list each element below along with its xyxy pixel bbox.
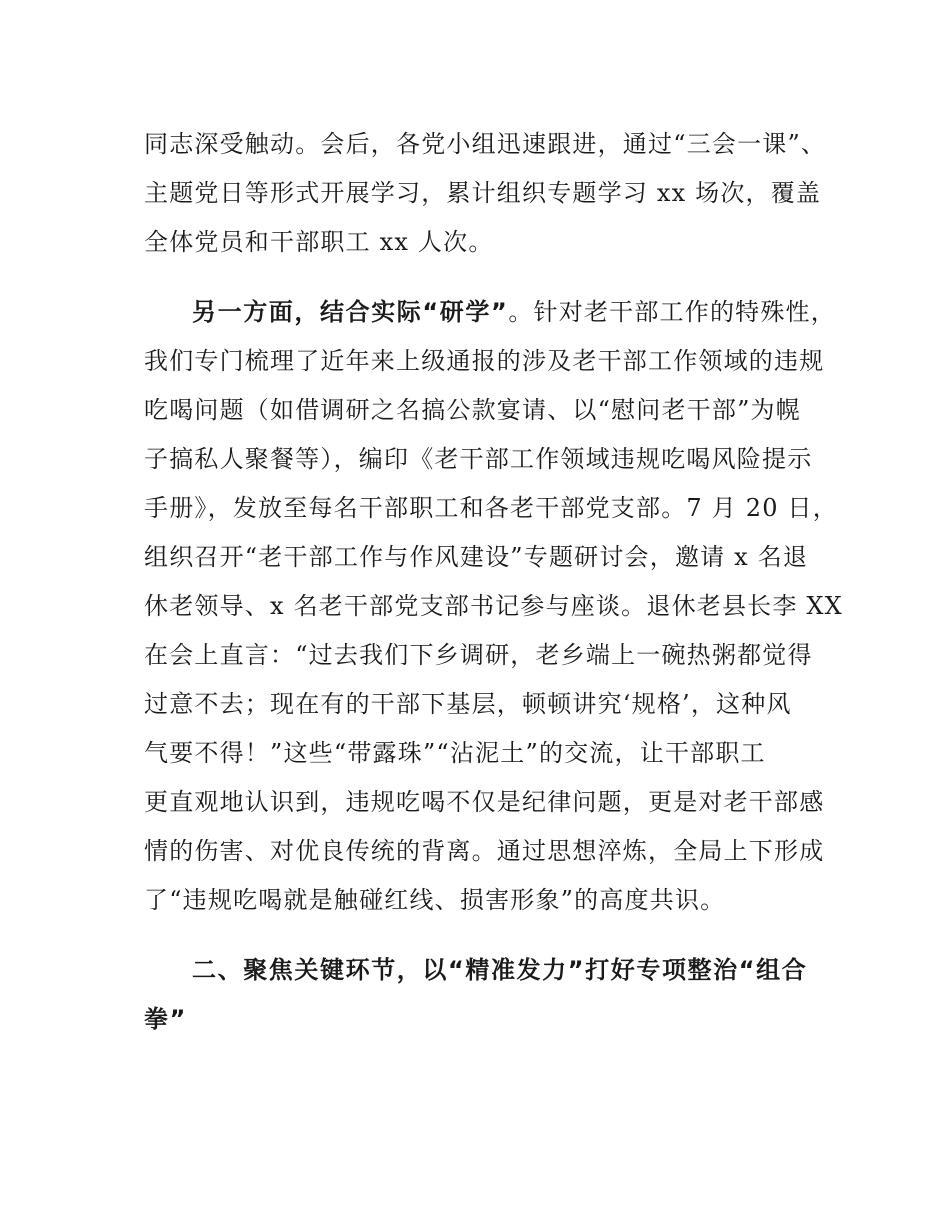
paragraph-2-line-9: 过意不去；现在有的干部下基层，顿顿讲究‘规格’，这种风	[144, 690, 792, 718]
paragraph-2-lead-heading: 另一方面，结合实际“研学”	[192, 298, 509, 326]
paragraph-2-line-6: 组织召开“老干部工作与作风建设”专题研讨会，邀请 x 名退	[144, 543, 809, 571]
paragraph-2-line-11: 更直观地认识到，违规吃喝不仅是纪律问题，更是对老干部感	[144, 788, 825, 816]
paragraph-2-line-8: 在会上直言：“过去我们下乡调研，老乡端上一碗热粥都觉得	[144, 641, 813, 669]
paragraph-2-line-3: 吃喝问题（如借调研之名搞公款宴请、以“慰问老干部”为幌	[144, 396, 801, 424]
paragraph-1-line-2: 主题党日等形式开展学习，累计组织专题学习 xx 场次，覆盖	[144, 179, 822, 207]
paragraph-2-line-13: 了“违规吃喝就是触碰红线、损害形象”的高度共识。	[144, 886, 726, 914]
paragraph-2-lead-text: 。针对老干部工作的特殊性，	[508, 298, 836, 326]
paragraph-1-line-3: 全体党员和干部职工 xx 人次。	[144, 228, 494, 256]
paragraph-2-line-4: 子搞私人聚餐等），编印《老干部工作领域违规吃喝风险提示	[144, 445, 813, 473]
paragraph-2-line-1	[192, 296, 836, 328]
section-heading-line-1: 二、聚焦关键环节，以“精准发力”打好专项整治“组合	[192, 956, 808, 984]
paragraph-2-line-10: 气要不得！”这些“带露珠”“沾泥土”的交流，让干部职工	[144, 739, 766, 767]
paragraph-2-line-7: 休老领导、x 名老干部党支部书记参与座谈。退休老县长李 XX	[144, 592, 843, 620]
paragraph-1-line-1: 同志深受触动。会后，各党小组迅速跟进，通过“三会一课”、	[144, 130, 827, 158]
paragraph-2-line-5: 手册》，发放至每名干部职工和各老干部党支部。7 月 20 日，	[144, 494, 838, 522]
section-heading-line-2: 拳”	[144, 1005, 187, 1033]
paragraph-2-line-12: 情的伤害、对优良传统的背离。通过思想淬炼，全局上下形成	[144, 837, 825, 865]
paragraph-2-line-2: 我们专门梳理了近年来上级通报的涉及老干部工作领域的违规	[144, 347, 825, 375]
